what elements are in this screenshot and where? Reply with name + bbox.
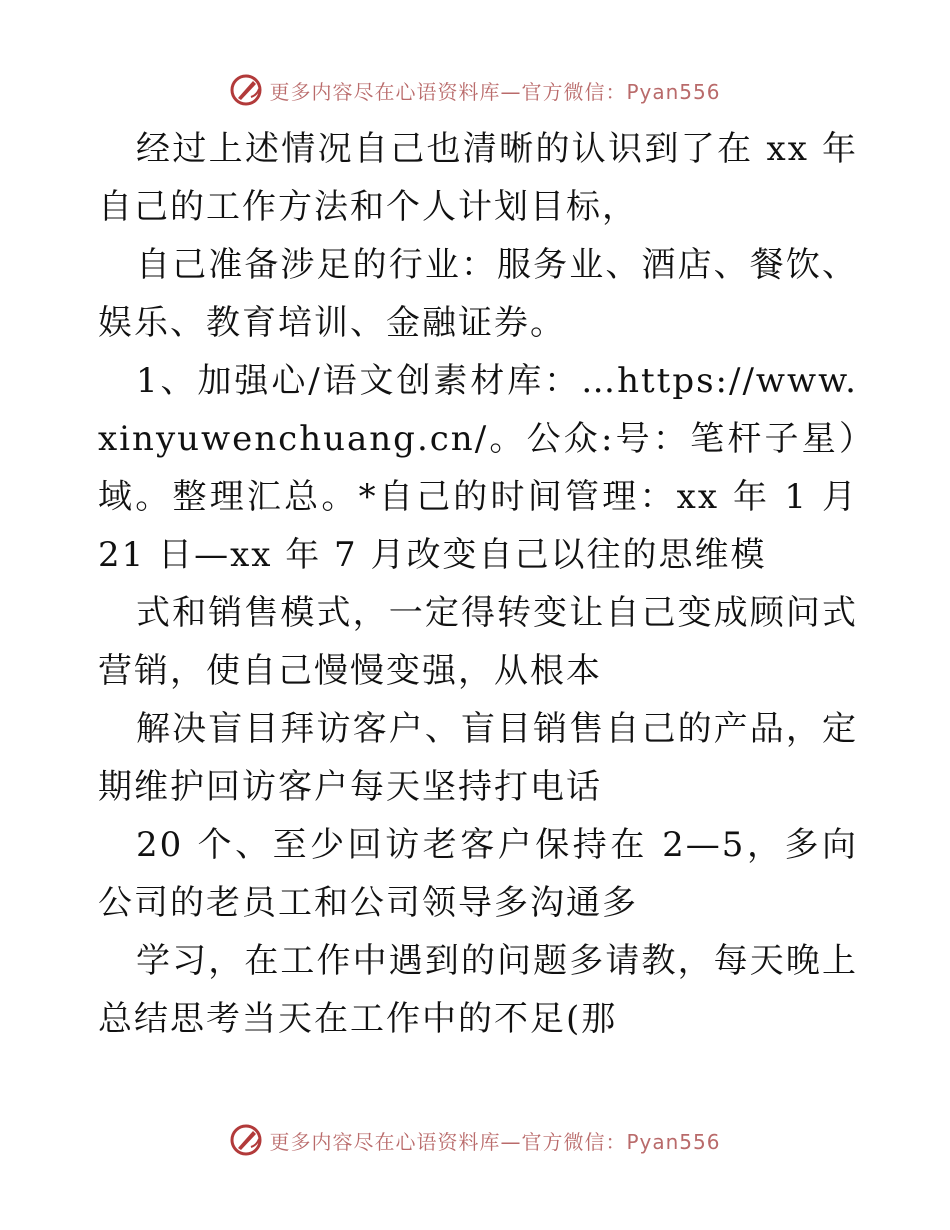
paragraph: 自己准备涉足的行业：服务业、酒店、餐饮、娱乐、教育培训、金融证券。 — [98, 245, 858, 343]
paragraph: 学习，在工作中遇到的问题多请教，每天晚上总结思考当天在工作中的不足(那 — [98, 941, 858, 1039]
header-watermark-text: 更多内容尽在心语资料库—官方微信：Pyan556 — [269, 79, 721, 104]
paragraph: 式和销售模式，一定得转变让自己变成顾问式营销，使自己慢慢变强，从根本 — [98, 593, 858, 691]
red-quill-logo-icon — [229, 73, 263, 107]
paragraph: 20 个、至少回访老客户保持在 2—5，多向公司的老员工和公司领导多沟通多 — [98, 825, 858, 923]
footer-watermark — [0, 1120, 950, 1160]
document-body — [98, 120, 858, 1048]
paragraph: 经过上述情况自己也清晰的认识到了在 xx 年自己的工作方法和个人计划目标， — [98, 129, 858, 227]
header-watermark — [0, 70, 950, 110]
red-quill-logo-icon — [229, 1123, 263, 1157]
paragraph: 1、加强心/语文创素材库：…https://www.xinyuwenchuang.cn/。公众:号：笔杆子星）域。整理汇总。*自己的时间管理：xx 年 1 月 21 日—xx 年 7 月改变自己以往的思维模 — [98, 361, 858, 575]
paragraph: 解决盲目拜访客户、盲目销售自己的产品，定期维护回访客户每天坚持打电话 — [98, 709, 858, 807]
footer-watermark-text: 更多内容尽在心语资料库—官方微信：Pyan556 — [269, 1129, 721, 1154]
